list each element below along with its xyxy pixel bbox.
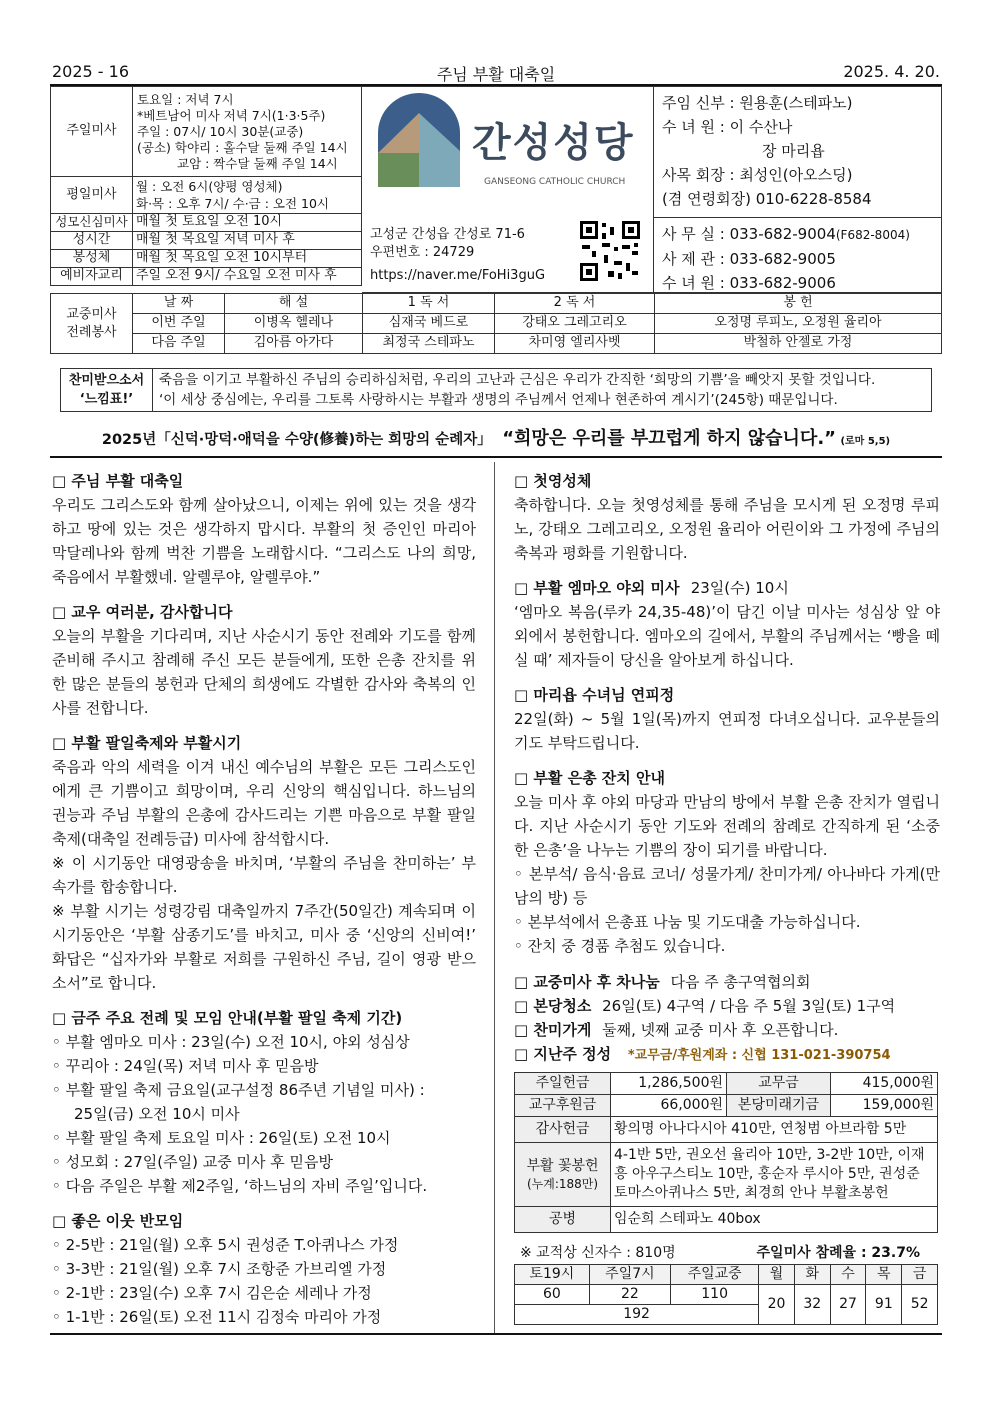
section-title-emmaus: □ 부활 엠마오 야외 미사 [514, 579, 680, 597]
shop-body: 둘째, 넷째 교중 미사 후 오픈합니다. [602, 1021, 839, 1039]
left-column [52, 470, 476, 1329]
pastor: 주임 신부 : 원용훈(스테파노) [662, 94, 853, 112]
office-phone: 사 무 실 : 033-682-9004 [662, 225, 836, 243]
praise-text: 죽음을 이기고 부활하신 주님의 승리하심처럼, 우리의 고난과 근심은 우리가 간직한 ‘희망의 기쁨’을 빼앗지 못할 것입니다. ‘이 세상 중심에는, 우리를 그토록 사랑하시는 부활과 생명의 주님께서 언제나 현존하여 계시기’(245항) 때문입니다. [153, 369, 932, 412]
holy-hour-time: 매월 첫 목요일 저녁 미사 후 [133, 232, 362, 250]
list-item: ◦ 본부석/ 음식·음료 코너/ 성물가게/ 찬미가게/ 아나바다 가게(만남의 방) 등 [514, 865, 940, 907]
issue-number: 2025 - 16 [52, 62, 130, 81]
council-president: 사목 회장 : 최성인(아오스딩) [662, 166, 853, 184]
laudato-si-box [60, 368, 932, 412]
catechumen-time: 주일 오전 9시/ 수요일 오전 미사 후 [133, 268, 362, 286]
church-name-logo: 간성성당 [472, 120, 635, 166]
list-item: ◦ 2-1반 : 23일(수) 오후 7시 김은순 세레나 가정 [52, 1284, 372, 1302]
octave-note-1: ※ 이 시기동안 대영광송을 바치며, ‘부활의 주님을 찬미하는’ 부속가를 합송합니다. [52, 854, 476, 896]
thanks-offering: 황의명 아나다시아 410만, 연청범 아브라함 5만 [611, 1117, 938, 1143]
section-body-thanks: 오늘의 부활을 기다리며, 지난 사순시기 동안 전례와 기도를 함께 준비해 주시고 참례해 주신 모든 분들에게, 또한 은총 잔치를 위한 많은 분들의 봉헌과 단체의 희생에도 각별한 감사와 축복의 인사를 전합니다. [52, 627, 476, 717]
list-item: ◦ 1-1반 : 26일(토) 오전 11시 김정숙 마리아 가정 [52, 1308, 382, 1326]
section-title-weekly: □ 금주 주요 전례 및 모임 안내(부활 팔일 축제 기간) [52, 1009, 403, 1027]
church-logo-icon [378, 93, 460, 187]
office-fax: (F682-8004) [835, 228, 910, 242]
church-url[interactable]: https://naver.me/FoHi3guG [370, 268, 546, 283]
cleaning-body: 26일(토) 4구역 / 다음 주 5월 3일(토) 1구역 [602, 997, 896, 1015]
cleaning-title: □ 본당청소 [514, 997, 592, 1015]
qr-code-icon [578, 219, 642, 283]
yearly-motto [50, 424, 942, 458]
bulletin-header [50, 60, 942, 86]
liturgy-label: 교중미사 전례봉사 [51, 294, 133, 354]
section-title-first-communion: □ 첫영성체 [514, 472, 592, 490]
list-item: ◦ 다음 주일은 부활 제2주일, ‘하느님의 자비 주일’입니다. [52, 1177, 428, 1195]
header-commentary: 해 설 [225, 294, 363, 314]
marian-mass-time: 매월 첫 토요일 오전 10시 [133, 214, 362, 232]
attendance-summary [520, 1242, 940, 1262]
bottle-offering: 임순희 스테파노 40box [611, 1207, 938, 1233]
registered-count: ※ 교적상 신자수 : 810명 [520, 1245, 676, 1261]
weekday-mass-times: 월 : 오전 6시(양평 영성체) 화·목 : 오후 7시/ 수·금 : 오전 10시 [133, 177, 362, 214]
section-title-octave: □ 부활 팔일축제와 부활시기 [52, 734, 242, 752]
motto-theme: 2025년「신덕·망덕·애덕을 수양(修養)하는 희망의 순례자」 [101, 432, 492, 448]
communion-visit-time: 매월 첫 목요일 오전 10시부터 [133, 250, 362, 268]
header-reading2: 2 독 서 [495, 294, 655, 314]
bulletin-title: 주님 부활 대축일 [436, 65, 556, 84]
header-reading1: 1 독 서 [363, 294, 495, 314]
section-title-thanks: □ 교우 여러분, 감사합니다 [52, 603, 233, 621]
rectory-phone: 사 제 관 : 033-682-9005 [662, 250, 836, 268]
mass-schedule-table [50, 86, 362, 286]
flower-offering: 4-1반 5만, 권오선 율리아 10만, 3-2반 10만, 이재흥 아우구스티노 10만, 홍순자 루시아 5만, 권성준 토마스아퀴나스 5만, 최경희 안나 부활초봉헌 [611, 1143, 938, 1207]
praise-label: 찬미받으소서 ‘느낌표!’ [61, 369, 153, 412]
section-title-neighbors: □ 좋은 이웃 반모임 [52, 1212, 184, 1230]
list-item: ◦ 성모회 : 27일(주일) 교중 미사 후 믿음방 [52, 1153, 333, 1171]
motto-quote: “희망은 우리를 부끄럽게 하지 않습니다.” [502, 428, 836, 449]
weekday-mass-label: 평일미사 [51, 177, 133, 214]
church-name-english: GANSEONG CATHOLIC CHURCH [484, 177, 626, 187]
list-item: ◦ 부활 엠마오 미사 : 23일(수) 오전 10시, 야외 성심상 [52, 1033, 410, 1051]
convent-phone: 수 녀 원 : 033-682-9006 [662, 274, 836, 292]
section-body-first-communion: 축하합니다. 오늘 첫영성체를 통해 주님을 모시게 된 오정명 루피노, 강태오 그레고리오, 오정원 율리아 어린이와 그 가정에 주님의 축복과 평화를 기원합니다. [514, 496, 940, 562]
header-date: 날 짜 [133, 294, 225, 314]
sister-1: 수 녀 원 : 이 수산나 [662, 118, 793, 136]
motto-reference: (로마 5,5) [840, 436, 891, 447]
list-item: ◦ 잔치 중 경품 추첨도 있습니다. [514, 937, 726, 955]
offering-table: 주일헌금 1,286,500원 교무금 415,000원 교구후원금 66,000원 본당미래기금 159,000원 감사헌금 황의명 아나다시아 410만, 연청범 아브라함 5만 부활 꽃봉헌 (누계:188만) 4-1반 5만, 권오선 율리아 10만, 3-2반 10만, 이재흥 아우구스티노 10만, 홍순자 루시아 5만, 권성준 토마스아퀴나스 5만, 최경희 안나 부활초봉헌 공병 임순희 스테파노 40box [514, 1072, 938, 1233]
staff-box [654, 86, 942, 218]
tea-body: 다음 주 총구역협의회 [670, 973, 811, 991]
list-item: 25일(금) 오전 10시 미사 [74, 1105, 240, 1123]
offering-account: *교무금/후원계좌 : 신협 131-021-390754 [627, 1048, 891, 1063]
council-phone: (겸 연령회장) 010-6228-8584 [662, 190, 872, 208]
bottom-divider [50, 1333, 942, 1335]
list-item: ◦ 부활 팔일 축제 토요일 미사 : 26일(토) 오전 10시 [52, 1129, 391, 1147]
table-row: 이번 주일 이병옥 헬레나 심재국 베드로 강태오 그레고리오 오정명 루피노, 오정원 율리아 [51, 314, 942, 334]
communion-visit-label: 봉성체 [51, 250, 133, 268]
catechumen-label: 예비자교리 [51, 268, 133, 286]
sister-2: 장 마리욥 [762, 142, 825, 160]
church-info-box [362, 86, 654, 293]
phone-box [654, 218, 942, 293]
list-item: ◦ 3-3반 : 21일(월) 오후 7시 조항준 가브리엘 가정 [52, 1260, 387, 1278]
shop-title: □ 찬미가게 [514, 1021, 592, 1039]
section-body-octave: 죽음과 악의 세력을 이겨 내신 예수님의 부활은 모든 그리스도인에게 큰 기쁨이고 희망이며, 우리 신앙의 핵심입니다. 하느님의 권능과 주님 부활의 은총에 감사드리는 기쁜 마음으로 부활 팔일축제(대축일 전례등급) 미사에 참석합시다. [52, 758, 476, 848]
liturgy-service-table [50, 293, 942, 354]
list-item: ◦ 꾸리아 : 24일(목) 저녁 미사 후 믿음방 [52, 1057, 319, 1075]
section-body-retreat: 22일(화) ~ 5월 1일(목)까지 연피정 다녀오십니다. 교우분들의 기도 부탁드립니다. [514, 710, 940, 752]
postal-code: 우편번호 : 24729 [370, 245, 475, 260]
sunday-mass-times: 토요일 : 저녁 7시 *베트남어 미사 저녁 7시(1·3·5주) 주일 : 07시/ 10시 30분(교중) (공소) 학야리 : 홀수달 둘째 주일 14시 교암 : 짝수달 둘째 주일 14시 [133, 87, 362, 177]
tea-title: □ 교중미사 후 차나눔 [514, 973, 660, 991]
bulletin-date: 2025. 4. 20. [843, 62, 940, 81]
list-item: ◦ 본부석에서 은총표 나눔 및 기도대출 가능하십니다. [514, 913, 861, 931]
sunday-total: 192 [515, 1305, 759, 1325]
section-body-feast: 오늘 미사 후 야외 마당과 만남의 방에서 부활 은총 잔치가 열립니다. 지난 사순시기 동안 기도와 전례의 참례로 간직하게 된 ‘소중한 은총’을 나누는 기쁨의 장이 되기를 바랍니다. [514, 793, 940, 859]
marian-mass-label: 성모신심미사 [51, 214, 133, 232]
offering-title: □ 지난주 정성 [514, 1045, 612, 1063]
list-item: ◦ 부활 팔일 축제 금요일(교구설정 86주년 기념일 미사) : [52, 1081, 425, 1099]
sunday-mass-label: 주일미사 [51, 87, 133, 177]
octave-note-2: ※ 부활 시기는 성령강림 대축일까지 7주간(50일간) 계속되며 이 시기동안은 ‘부활 삼종기도’를 바치고, 미사 중 ‘신앙의 신비여!’ 화답은 “십자가와 부활로 저희를 구원하신 주님, 길이 영광 받으소서”로 합니다. [52, 902, 476, 992]
section-title-easter: □ 주님 부활 대축일 [52, 472, 184, 490]
column-divider [494, 462, 495, 1333]
table-row: 다음 주일 김아름 아가다 최정국 스테파노 차미영 엘리사벳 박철하 안젤로 가정 [51, 334, 942, 354]
section-body-easter: 우리도 그리스도와 함께 살아났으니, 이제는 위에 있는 것을 생각하고 땅에 있는 것은 생각하지 맙시다. 부활의 첫 증인인 마리아 막달레나와 함께 벅찬 기쁨을 노래합시다. “그리스도 나의 희망, 죽음에서 부활했네. 알렐루야, 알렐루야.” [52, 496, 476, 586]
header-offering: 봉 헌 [655, 294, 942, 314]
section-title-retreat: □ 마리욥 수녀님 연피정 [514, 686, 675, 704]
section-title-feast: □ 부활 은총 잔치 안내 [514, 769, 665, 787]
right-column [514, 470, 940, 1068]
attendance-rate: 주일미사 참례율 : 23.7% [756, 1245, 920, 1261]
section-body-emmaus: ‘엠마오 복음(루카 24,35-48)’이 담긴 이날 미사는 성심상 앞 야외에서 봉헌합니다. 엠마오의 길에서, 부활의 주님께서는 ‘빵을 떼실 때’ 제자들이 당신을 알아보게 하십니다. [514, 603, 940, 669]
attendance-table: 토19시 주일7시 주일교중 월 화 수 목 금 60 22 110 20 32 27 91 52 192 [514, 1264, 938, 1325]
holy-hour-label: 성시간 [51, 232, 133, 250]
church-address: 고성군 간성읍 간성로 71-6 [370, 227, 525, 242]
emmaus-time: 23일(수) 10시 [690, 579, 789, 597]
list-item: ◦ 2-5반 : 21일(월) 오후 5시 권성준 T.아퀴나스 가정 [52, 1236, 399, 1254]
